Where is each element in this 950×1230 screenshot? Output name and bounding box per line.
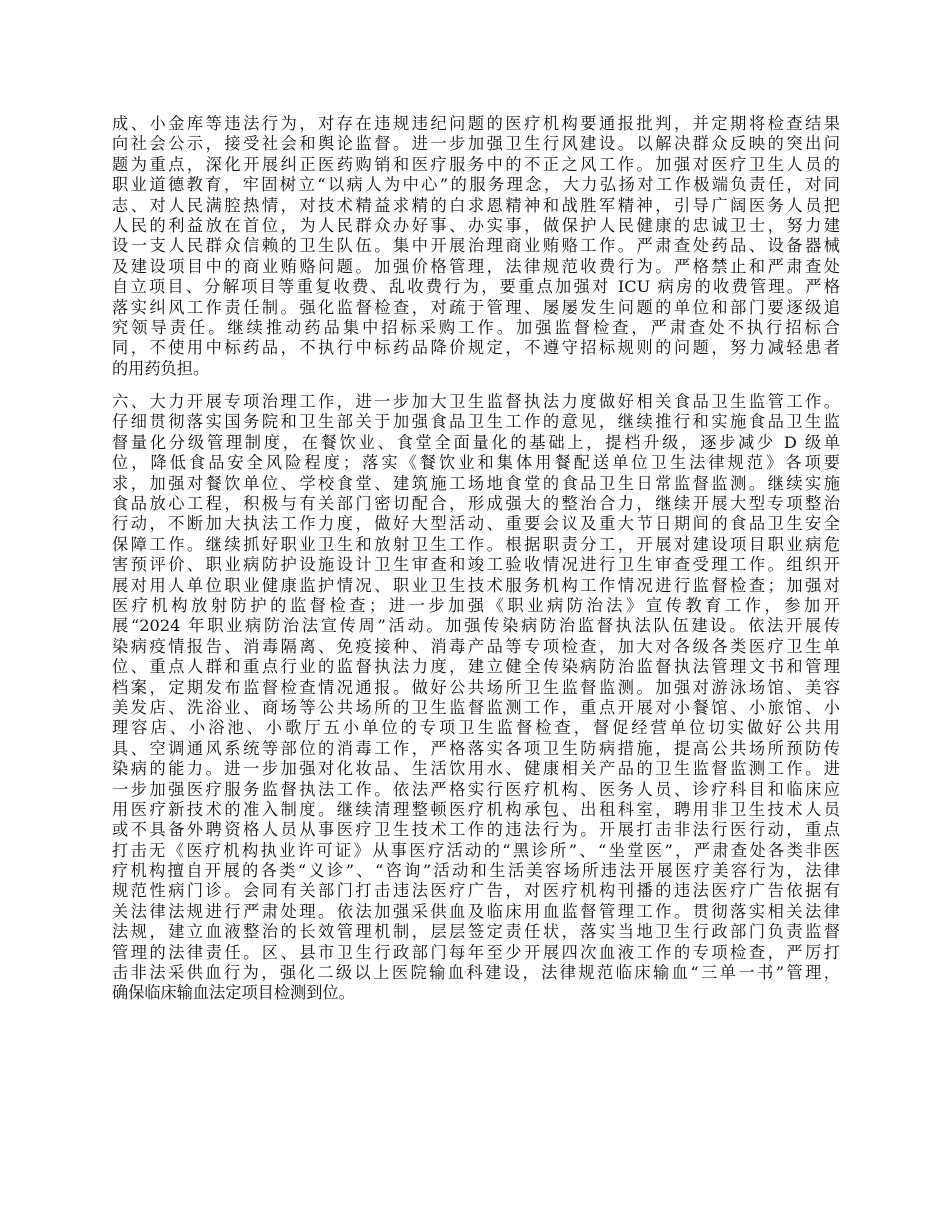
text-line: 染病的能力。进一步加强对化妆品、生活饮用水、健康相关产品的卫生监督监测工作。进 [112,759,840,779]
text-line: 一步加强医疗服务监督执法工作。依法严格实行医疗机构、医务人员、诊疗科目和临床应 [112,779,840,799]
text-line: 理容店、小浴池、小歌厅五小单位的专项卫生监督检查，督促经营单位切实做好公共用 [112,718,840,738]
document-page [112,114,840,1004]
text-line: 确保临床输血法定项目检测到位。 [112,983,355,1003]
text-line: 或不具备外聘资格人员从事医疗卫生技术工作的违法行为。开展打击非法行医行动，重点 [112,820,840,840]
text-line: 医疗机构放射防护的监督检查；进一步加强《职业病防治法》宣传教育工作，参加开 [112,595,840,615]
text-line: 题为重点，深化开展纠正医药购销和医疗服务中的不正之风工作。加强对医疗卫生人员的 [112,154,840,174]
text-line: 同，不使用中标药品，不执行中标药品降价规定，不遵守招标规则的问题，努力减轻患者 [112,338,840,358]
text-line: 染病疫情报告、消毒隔离、免疫接种、消毒产品等专项检查，加大对各级各类医疗卫生单 [112,636,840,656]
text-line: 人民的利益放在首位，为人民群众办好事、办实事，做保护人民健康的忠诚卫士，努力建 [112,215,840,235]
text-line: 具、空调通风系统等部位的消毒工作，严格落实各项卫生防病措施，提高公共场所预防传 [112,738,840,758]
text-line: 的用药负担。 [112,358,210,378]
text-line: 志、对人民满腔热情，对技术精益求精的白求恩精神和战胜军精神，引导广阔医务人员把 [112,195,840,215]
text-line: 展对用人单位职业健康监护情况、职业卫生技术服务机构工作情况进行监督检查；加强对 [112,575,840,595]
text-line: 落实纠风工作责任制。强化监督检查，对疏于管理、屡屡发生问题的单位和部门要逐级追 [112,297,840,317]
text-line: 设一支人民群众信赖的卫生队伍。集中开展治理商业贿赂工作。严肃查处药品、设备器械 [112,236,840,256]
text-line: 档案，定期发布监督检查情况通报。做好公共场所卫生监督监测。加强对游泳场馆、美容 [112,677,840,697]
text-line: 规范性病门诊。会同有关部门打击违法医疗广告，对医疗机构刊播的违法医疗广告依据有 [112,881,840,901]
text-line: 究领导责任。继续推动药品集中招标采购工作。加强监督检查，严肃查处不执行招标合 [112,317,840,337]
text-line: 击非法采供血行为，强化二级以上医院输血科建设，法律规范临床输血“三单一书”管理， [112,963,840,983]
text-line: 关法律法规进行严肃处理。依法加强采供血及临床用血监督管理工作。贯彻落实相关法律 [112,901,840,921]
text-line: 向社会公示，接受社会和舆论监督。进一步加强卫生行风建设。以解决群众反映的突出问 [112,134,840,154]
paragraph-spacer [112,379,840,392]
text-line: 成、小金库等违法行为，对存在违规违纪问题的医疗机构要通报批判，并定期将检查结果 [112,114,840,133]
text-line: 法规，建立血液整治的长效管理机制，层层签定责任状，落实当地卫生行政部门负责监督 [112,922,840,942]
text-line: 美发店、洗浴业、商场等公共场所的卫生监督监测工作，重点开展对小餐馆、小旅馆、小 [112,697,840,717]
text-line: 六、大力开展专项治理工作，进一步加大卫生监督执法力度做好相关食品卫生监管工作。 [112,392,840,412]
text-line: 用医疗新技术的准入制度。继续清理整顿医疗机构承包、出租科室，聘用非卫生技术人员 [112,799,840,819]
paragraph-special-governance [112,392,840,1004]
text-line: 位，降低食品安全风险程度；落实《餐饮业和集体用餐配送单位卫生法律规范》各项要 [112,453,840,473]
paragraph-medical-ethics [112,114,840,379]
text-line: 疗机构擅自开展的各类“义诊”、“咨询”活动和生活美容场所违法开展医疗美容行为，法律 [112,861,840,881]
text-line: 及建设项目中的商业贿赂问题。加强价格管理，法律规范收费行为。严格禁止和严肃查处 [112,256,840,276]
text-line: 管理的法律责任。区、县市卫生行政部门每年至少开展四次血液工作的专项检查，严厉打 [112,942,840,962]
text-line: 展“2024 年职业病防治法宣传周”活动。加强传染病防治监督执法队伍建设。依法开展传 [112,616,840,636]
text-line: 害预评价、职业病防护设施设计卫生审查和竣工验收情况进行卫生审查受理工作。组织开 [112,555,840,575]
text-line: 督量化分级管理制度，在餐饮业、食堂全面量化的基础上，提档升级，逐步减少 D 级单 [112,432,840,452]
text-line: 仔细贯彻落实国务院和卫生部关于加强食品卫生工作的意见，继续推行和实施食品卫生监 [112,412,840,432]
text-line: 食品放心工程，积极与有关部门密切配合，形成强大的整治合力，继续开展大型专项整治 [112,494,840,514]
text-line: 行动，不断加大执法工作力度，做好大型活动、重要会议及重大节日期间的食品卫生安全 [112,514,840,534]
text-line: 保障工作。继续抓好职业卫生和放射卫生工作。根据职责分工，开展对建设项目职业病危 [112,534,840,554]
text-line: 求，加强对餐饮单位、学校食堂、建筑施工场地食堂的食品卫生日常监督监测。继续实施 [112,473,840,493]
text-line: 自立项目、分解项目等重复收费、乱收费行为，要重点加强对 ICU 病房的收费管理。严格 [112,277,840,297]
text-line: 打击无《医疗机构执业许可证》从事医疗活动的“黑诊所”、“坐堂医”，严肃查处各类非医 [112,840,840,860]
text-line: 职业道德教育，牢固树立“以病人为中心”的服务理念，大力弘扬对工作极端负责任，对同 [112,175,840,195]
text-line: 位、重点人群和重点行业的监督执法力度，建立健全传染病防治监督执法管理文书和管理 [112,657,840,677]
